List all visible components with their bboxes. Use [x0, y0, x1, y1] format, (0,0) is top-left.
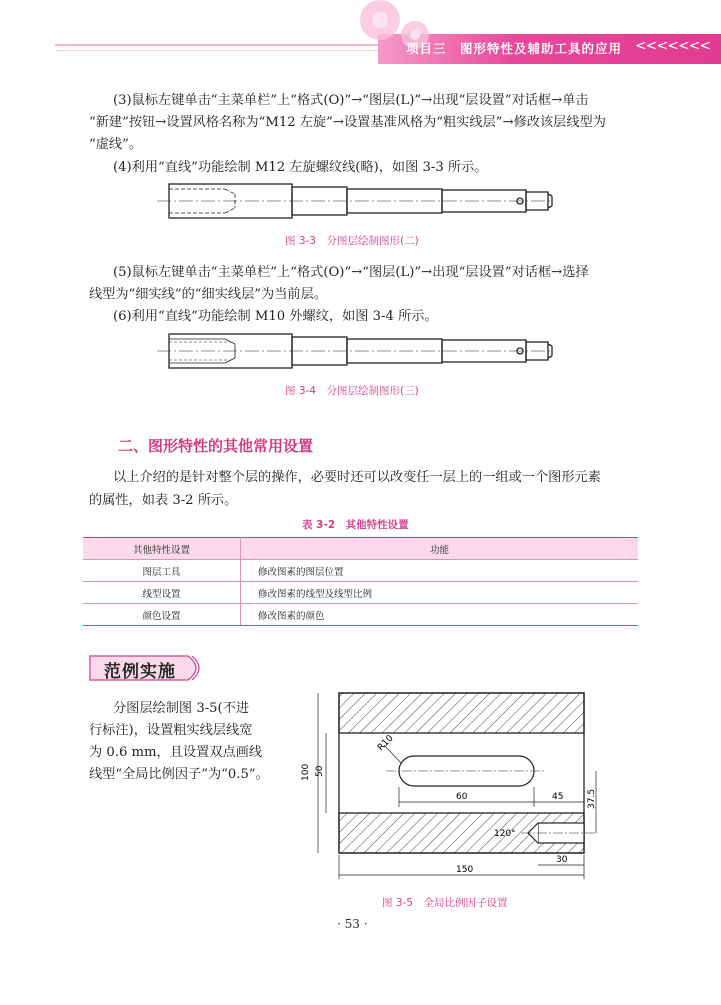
intro-line2: 的属性，如表 3-2 所示。	[89, 493, 238, 508]
para-6: (6)利用“直线”功能绘制 M10 外螺纹，如图 3-4 所示。	[113, 309, 438, 324]
header-chevrons: <<<<<<<	[635, 38, 711, 54]
dim-150: 150	[456, 865, 474, 875]
para-3-line1: (3)鼠标左键单击“主菜单栏”上“格式(O)”→“图层(L)”→出现“层设置”对话框→单击	[113, 93, 589, 108]
page-number: · 53 ·	[337, 917, 368, 931]
table-cell: 修改图素的颜色	[241, 604, 639, 626]
header-rule	[55, 44, 385, 46]
dim-60: 60	[456, 792, 468, 802]
dim-45: 45	[552, 792, 564, 802]
dim-30: 30	[556, 855, 568, 865]
para-5-line2: 线型为“细实线”的“细实线层”为当前层。	[89, 287, 327, 302]
table-cell: 颜色设置	[83, 604, 241, 626]
intro-line1: 以上介绍的是针对整个层的操作，必要时还可以改变任一层上的一组或一个图形元素	[113, 470, 601, 485]
figure-3-5-drawing	[296, 683, 606, 888]
example-line1: 分图层绘制图 3-5(不进	[113, 701, 250, 716]
figure-3-3-shaft	[155, 180, 555, 222]
table-row	[83, 604, 638, 626]
example-line2: 行标注)，设置粗实线层线宽	[89, 723, 253, 738]
table-cell: 修改图素的图层位置	[241, 560, 639, 582]
dim-37-5: 37.5	[587, 788, 597, 809]
table-header-cell: 其他特性设置	[83, 538, 241, 560]
para-3-line2: “新建”按钮→设置风格名称为“M12 左旋”→设置基准风格为“粗实线层”→修改该层线型为	[89, 115, 606, 130]
para-5-line1: (5)鼠标左键单击“主菜单栏”上“格式(O)”→“图层(L)”→出现“层设置”对话框→选择	[113, 265, 589, 280]
header-rule-thin	[55, 50, 385, 51]
section-heading: 二、图形特性的其他常用设置	[118, 437, 314, 455]
dim-r10: R10	[376, 733, 396, 754]
table-cell: 修改图素的线型及线型比例	[241, 582, 639, 604]
example-line3: 为 0.6 mm，且设置双点画线	[89, 745, 263, 760]
example-line4: 线型“全局比例因子”为“0.5”。	[89, 767, 269, 782]
table-row	[83, 560, 638, 582]
table-cell: 图层工具	[83, 560, 241, 582]
table-cell: 线型设置	[83, 582, 241, 604]
para-4: (4)利用“直线”功能绘制 M12 左旋螺纹线(略)，如图 3-3 所示。	[113, 160, 488, 175]
figure-3-4-caption: 图 3-4 分图层绘制图形(三)	[285, 385, 419, 397]
figure-3-3-caption: 图 3-3 分图层绘制图形(二)	[285, 235, 419, 247]
figure-3-5-caption: 图 3-5 全局比例因子设置	[382, 897, 508, 909]
para-3-line3: “虚线”。	[89, 137, 143, 152]
table-header-row	[83, 538, 638, 560]
table-header-cell: 功能	[241, 538, 639, 560]
dim-120-angle: 120°	[494, 829, 516, 839]
example-badge-label: 范例实施	[104, 662, 176, 682]
header-title: 项目三 图形特性及辅助工具的应用	[406, 41, 623, 56]
figure-3-4-shaft	[155, 330, 555, 372]
dim-100: 100	[301, 763, 311, 781]
table-row	[83, 582, 638, 604]
properties-table	[83, 537, 638, 626]
dim-50: 50	[315, 765, 325, 777]
table-title: 表 3-2 其他特性设置	[302, 519, 409, 531]
